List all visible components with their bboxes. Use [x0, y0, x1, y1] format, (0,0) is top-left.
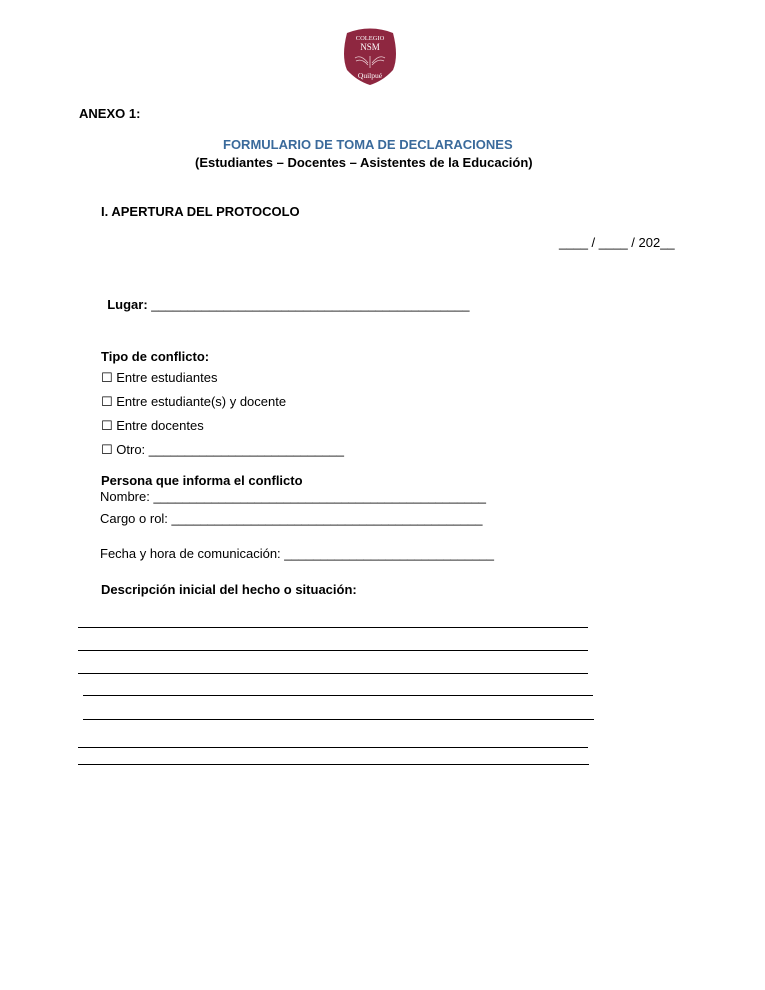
form-title: FORMULARIO DE TOMA DE DECLARACIONES: [223, 137, 513, 152]
description-line[interactable]: [78, 747, 588, 748]
date-field[interactable]: ____ / ____ / 202__: [559, 235, 675, 250]
place-field[interactable]: [100, 285, 469, 311]
checkbox-between-teachers[interactable]: ☐ Entre docentes: [101, 418, 204, 433]
conflict-type-heading: Tipo de conflicto:: [101, 349, 210, 364]
checkbox-other[interactable]: ☐ Otro: ___________________________: [101, 442, 344, 457]
informant-role-field[interactable]: Cargo o rol: ___________________________________________: [100, 511, 483, 526]
description-heading: Descripción inicial del hecho o situación:: [101, 582, 357, 597]
description-line[interactable]: [78, 650, 588, 651]
description-line[interactable]: [83, 719, 594, 720]
description-line[interactable]: [78, 764, 589, 765]
checkbox-student-teacher[interactable]: ☐ Entre estudiante(s) y docente: [101, 394, 287, 409]
form-subtitle: (Estudiantes – Docentes – Asistentes de la Educación): [195, 155, 533, 170]
informant-heading: Persona que informa el conflicto: [101, 473, 303, 488]
communication-datetime-field[interactable]: Fecha y hora de comunicación: _____________________________: [100, 546, 494, 561]
place-label: Lugar:: [107, 297, 148, 312]
checkbox-between-students[interactable]: ☐ Entre estudiantes: [101, 370, 218, 385]
description-line[interactable]: [83, 695, 593, 696]
crest-text-nsm: NSM: [360, 42, 380, 52]
crest-text-colegio: COLEGIO: [355, 35, 385, 42]
description-line[interactable]: [78, 627, 588, 628]
informant-name-field[interactable]: Nombre: ______________________________________________: [100, 489, 487, 504]
school-crest-logo: [341, 26, 399, 86]
crest-text-quilpue: Quilpué: [357, 71, 383, 80]
place-blank[interactable]: ____________________________________________: [147, 297, 470, 312]
annex-label: ANEXO 1:: [79, 106, 141, 121]
section-title-opening: I. APERTURA DEL PROTOCOLO: [101, 204, 300, 219]
description-line[interactable]: [78, 673, 588, 674]
